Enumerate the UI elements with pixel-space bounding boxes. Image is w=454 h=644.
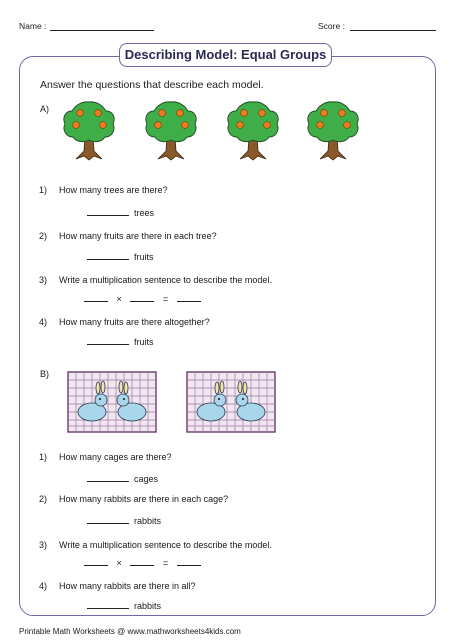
answer-a1 [87, 207, 154, 218]
question-a3 [39, 275, 272, 285]
answer-unit: rabbits [134, 601, 162, 611]
answer-blank[interactable] [87, 251, 129, 260]
equals-sign: = [162, 558, 169, 568]
answer-blank[interactable] [87, 515, 129, 524]
score-label: Score : [318, 21, 345, 31]
question-a4 [39, 317, 210, 327]
question-number: 4) [39, 581, 48, 591]
question-b4 [39, 581, 196, 591]
question-text: How many cages are there? [59, 452, 172, 462]
worksheet-header [0, 21, 454, 37]
answer-blank[interactable] [87, 473, 129, 482]
score-field[interactable] [350, 30, 436, 31]
answer-unit: rabbits [134, 516, 162, 526]
factor-blank[interactable] [130, 293, 154, 302]
name-label: Name : [19, 21, 47, 31]
question-text: How many rabbits are there in all? [59, 581, 196, 591]
question-number: 1) [39, 452, 48, 462]
answer-blank[interactable] [87, 600, 129, 609]
factor-blank[interactable] [130, 557, 154, 566]
factor-blank[interactable] [84, 557, 108, 566]
section-b-label: B) [40, 369, 49, 379]
answer-unit: fruits [134, 337, 154, 347]
question-a1 [39, 185, 168, 195]
question-number: 3) [39, 275, 48, 285]
section-a-label: A) [40, 104, 49, 114]
answer-blank[interactable] [87, 207, 129, 216]
question-number: 2) [39, 494, 48, 504]
instructions: Answer the questions that describe each model. [40, 79, 264, 91]
answer-blank[interactable] [87, 336, 129, 345]
answer-unit: cages [134, 474, 159, 484]
worksheet-title: Describing Model: Equal Groups [119, 43, 332, 67]
question-number: 2) [39, 231, 48, 241]
answer-a4 [87, 336, 154, 347]
rabbit-cage-illustration [186, 371, 276, 433]
question-a2 [39, 231, 217, 241]
name-field[interactable] [50, 30, 154, 31]
footer-credit: Printable Math Worksheets @ www.mathworksheets4kids.com [19, 627, 241, 636]
answer-b1 [87, 473, 158, 484]
question-text: How many rabbits are there in each cage? [59, 494, 229, 504]
question-b1 [39, 452, 172, 462]
answer-a2 [87, 251, 154, 262]
apple-tree-illustration [306, 99, 360, 161]
question-text: Write a multiplication sentence to describe the model. [59, 275, 272, 285]
times-sign: × [116, 558, 122, 568]
question-text: How many fruits are there altogether? [59, 317, 210, 327]
question-b3 [39, 540, 272, 550]
question-text: Write a multiplication sentence to describe the model. [59, 540, 272, 550]
product-blank[interactable] [177, 293, 201, 302]
rabbit-cage-illustration [67, 371, 157, 433]
answer-b3 [84, 557, 201, 568]
question-b2 [39, 494, 228, 504]
apple-tree-illustration [144, 99, 198, 161]
question-number: 4) [39, 317, 48, 327]
answer-b4 [87, 600, 161, 611]
question-number: 3) [39, 540, 48, 550]
times-sign: × [116, 294, 122, 304]
apple-tree-illustration [62, 99, 116, 161]
factor-blank[interactable] [84, 293, 108, 302]
question-text: How many fruits are there in each tree? [59, 231, 217, 241]
apple-tree-illustration [226, 99, 280, 161]
answer-b2 [87, 515, 161, 526]
product-blank[interactable] [177, 557, 201, 566]
question-number: 1) [39, 185, 48, 195]
answer-a3 [84, 293, 201, 304]
question-text: How many trees are there? [59, 185, 168, 195]
answer-unit: fruits [134, 252, 154, 262]
equals-sign: = [162, 294, 169, 304]
answer-unit: trees [134, 208, 155, 218]
